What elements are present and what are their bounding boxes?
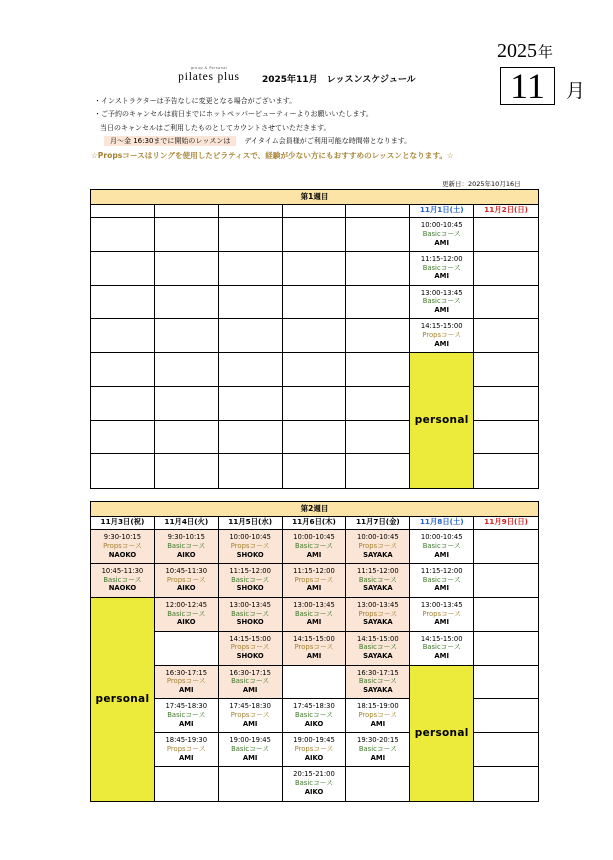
lesson-slot[interactable]: [410, 286, 474, 320]
lesson-slot[interactable]: [219, 564, 283, 598]
empty-slot: [346, 218, 410, 252]
lesson-course: Basicコース: [231, 609, 270, 618]
lesson-course: Propsコース: [294, 643, 334, 652]
lesson-instructor: AIKO: [177, 618, 196, 627]
day-header: 11月2日(日): [474, 205, 538, 218]
empty-slot: [474, 564, 538, 598]
lesson-slot[interactable]: [155, 666, 219, 700]
lesson-slot[interactable]: [283, 767, 347, 801]
lesson-slot[interactable]: [219, 666, 283, 700]
lesson-time: 18:45-19:30: [165, 736, 208, 745]
lesson-instructor: AMI: [434, 272, 449, 281]
lesson-course: Propsコース: [103, 541, 142, 550]
lesson-time: 19:30-20:15: [357, 736, 399, 745]
lesson-instructor: AMI: [434, 618, 449, 627]
lesson-instructor: AMI: [434, 584, 449, 593]
lesson-course: Basicコース: [358, 745, 397, 754]
lesson-slot[interactable]: [219, 530, 283, 564]
lesson-slot[interactable]: [219, 632, 283, 666]
lesson-instructor: AMI: [306, 618, 322, 627]
note-line-3: 当日のキャンセルはご利用したものとしてカウントさせていただきます。: [100, 124, 331, 132]
empty-slot: [155, 421, 219, 455]
updated-date: 更新日：2025年10月16日: [442, 180, 521, 188]
month-suffix: 月: [566, 81, 586, 102]
daytime-highlight: 月～金 16:30までに開始のレッスンは: [104, 136, 236, 146]
lesson-course: Propsコース: [422, 609, 462, 618]
lesson-instructor: AIKO: [304, 719, 324, 728]
empty-slot: [474, 387, 538, 421]
lesson-course: Basicコース: [167, 711, 206, 720]
lesson-course: Basicコース: [422, 575, 461, 584]
lesson-instructor: SHOKO: [236, 618, 264, 627]
lesson-time: 9:30-10:15: [167, 533, 205, 541]
empty-slot: [91, 454, 155, 488]
lesson-instructor: AMI: [434, 652, 449, 661]
lesson-time: 10:00-10:45: [293, 533, 335, 541]
lesson-slot[interactable]: [410, 530, 474, 564]
lesson-course: Propsコース: [422, 331, 462, 340]
lesson-instructor: AMI: [434, 550, 449, 559]
day-header: 11月9日(日): [474, 517, 538, 530]
props-note: ☆Propsコースはリングを使用したピラティスで、経験が少ない方にもおすすめのレッスンとなります。☆: [91, 151, 454, 160]
lesson-course: Propsコース: [358, 609, 398, 618]
empty-slot: [155, 353, 219, 387]
lesson-slot[interactable]: [410, 632, 474, 666]
lesson-instructor: AMI: [434, 306, 449, 315]
lesson-time: 19:00-19:45: [293, 736, 335, 745]
lesson-instructor: AMI: [434, 238, 449, 247]
personal-label: personal: [414, 726, 469, 739]
lesson-slot[interactable]: [410, 598, 474, 632]
lesson-time: 17:45-18:30: [165, 702, 208, 711]
empty-slot: [346, 353, 410, 387]
empty-slot: [474, 699, 538, 733]
lesson-course: Basicコース: [358, 643, 397, 652]
empty-slot: [91, 218, 155, 252]
empty-slot: [91, 353, 155, 387]
schedule-grid: [91, 517, 538, 801]
empty-slot: [91, 319, 155, 353]
lesson-time: 11:15-12:00: [420, 566, 463, 575]
lesson-course: Propsコース: [358, 541, 398, 550]
empty-slot: [474, 218, 538, 252]
lesson-time: 13:00-13:45: [293, 600, 335, 609]
lesson-slot[interactable]: [91, 530, 155, 564]
lesson-instructor: AIKO: [177, 584, 196, 593]
lesson-time: 13:00-13:45: [420, 288, 463, 297]
lesson-instructor: SAYAKA: [363, 686, 393, 695]
lesson-slot[interactable]: [346, 564, 410, 598]
lesson-instructor: AIKO: [177, 550, 196, 559]
week-1-schedule: [90, 189, 539, 489]
lesson-time: 10:00-10:45: [357, 533, 399, 541]
lesson-course: Basicコース: [231, 745, 270, 754]
empty-slot: [91, 387, 155, 421]
empty-slot: [91, 286, 155, 320]
empty-slot: [283, 319, 347, 353]
lesson-course: Basicコース: [294, 711, 334, 720]
empty-slot: [283, 218, 347, 252]
lesson-instructor: SHOKO: [236, 550, 264, 559]
lesson-slot[interactable]: [155, 699, 219, 733]
empty-slot: [219, 421, 283, 455]
empty-slot: [219, 252, 283, 286]
lesson-time: 13:00-13:45: [229, 600, 271, 609]
logo: [172, 66, 246, 83]
personal-label: personal: [95, 692, 150, 705]
lesson-instructor: AMI: [370, 719, 386, 728]
lesson-time: 11:15-12:00: [357, 566, 399, 575]
lesson-time: 14:15-15:00: [293, 634, 335, 643]
lesson-slot[interactable]: [155, 530, 219, 564]
day-header: [91, 205, 155, 218]
lesson-course: Propsコース: [230, 643, 270, 652]
personal-block[interactable]: [91, 598, 155, 801]
lesson-instructor: AMI: [306, 584, 322, 593]
empty-slot: [474, 666, 538, 700]
lesson-course: Basicコース: [231, 575, 270, 584]
empty-slot: [219, 454, 283, 488]
lesson-slot[interactable]: [346, 699, 410, 733]
lesson-course: Basicコース: [231, 677, 270, 686]
lesson-course: Propsコース: [230, 711, 270, 720]
lesson-slot[interactable]: [283, 564, 347, 598]
day-header: [346, 205, 410, 218]
lesson-time: 10:45-11:30: [101, 566, 144, 575]
lesson-course: Basicコース: [422, 229, 461, 238]
lesson-slot[interactable]: [155, 564, 219, 598]
empty-slot: [283, 454, 347, 488]
week-title: 第2週目: [91, 502, 538, 517]
personal-block[interactable]: [410, 353, 474, 488]
lesson-time: 10:00-10:45: [229, 533, 271, 541]
empty-slot: [474, 632, 538, 666]
lesson-instructor: AMI: [178, 753, 194, 762]
empty-slot: [155, 319, 219, 353]
empty-slot: [91, 421, 155, 455]
lesson-time: 14:15-15:00: [357, 634, 399, 643]
empty-slot: [283, 252, 347, 286]
lesson-time: 17:45-18:30: [293, 702, 335, 711]
day-header: 11月7日(金): [346, 517, 410, 530]
lesson-slot[interactable]: [410, 252, 474, 286]
empty-slot: [219, 286, 283, 320]
empty-slot: [346, 767, 410, 801]
lesson-instructor: SHOKO: [236, 584, 264, 593]
lesson-course: Propsコース: [294, 745, 334, 754]
lesson-instructor: SAYAKA: [363, 618, 393, 627]
month-box: 11: [500, 67, 555, 105]
lesson-course: Basicコース: [422, 541, 461, 550]
lesson-time: 11:15-12:00: [229, 566, 271, 575]
day-header: [283, 205, 347, 218]
page-title: 2025年11月 レッスンスケジュール: [262, 75, 416, 85]
empty-slot: [346, 286, 410, 320]
empty-slot: [346, 319, 410, 353]
empty-slot: [474, 286, 538, 320]
empty-slot: [346, 454, 410, 488]
lesson-instructor: AMI: [178, 719, 194, 728]
lesson-time: 14:15-15:00: [229, 634, 271, 643]
empty-slot: [155, 218, 219, 252]
lesson-instructor: AMI: [242, 719, 258, 728]
lesson-slot[interactable]: [410, 319, 474, 353]
lesson-slot[interactable]: [346, 530, 410, 564]
lesson-instructor: SAYAKA: [363, 652, 393, 661]
lesson-time: 13:00-13:45: [357, 600, 399, 609]
schedule-grid: [91, 205, 538, 488]
empty-slot: [155, 454, 219, 488]
lesson-slot[interactable]: [283, 699, 347, 733]
lesson-slot[interactable]: [410, 564, 474, 598]
day-header: [155, 205, 219, 218]
empty-slot: [155, 252, 219, 286]
lesson-instructor: AIKO: [304, 787, 324, 796]
year-suffix: 年: [538, 45, 554, 61]
empty-slot: [346, 421, 410, 455]
empty-slot: [219, 353, 283, 387]
lesson-instructor: AMI: [242, 686, 258, 695]
note-line-4: [104, 136, 411, 146]
lesson-slot[interactable]: [219, 733, 283, 767]
lesson-course: Basicコース: [422, 297, 461, 306]
lesson-course: Propsコース: [358, 711, 398, 720]
lesson-slot[interactable]: [219, 598, 283, 632]
lesson-slot[interactable]: [283, 530, 347, 564]
empty-slot: [474, 530, 538, 564]
lesson-instructor: NAOKO: [108, 584, 137, 593]
lesson-course: Propsコース: [166, 575, 206, 584]
lesson-time: 11:15-12:00: [420, 254, 463, 263]
lesson-time: 13:00-13:45: [420, 600, 463, 609]
lesson-instructor: SHOKO: [236, 652, 264, 661]
empty-slot: [474, 252, 538, 286]
lesson-course: Basicコース: [294, 609, 334, 618]
lesson-slot[interactable]: [219, 699, 283, 733]
lesson-slot[interactable]: [283, 598, 347, 632]
empty-slot: [219, 387, 283, 421]
empty-slot: [219, 767, 283, 801]
day-header: 11月1日(土): [410, 205, 474, 218]
lesson-slot[interactable]: [283, 632, 347, 666]
lesson-instructor: AMI: [242, 753, 258, 762]
empty-slot: [91, 252, 155, 286]
empty-slot: [155, 286, 219, 320]
lesson-course: Basicコース: [294, 541, 334, 550]
lesson-time: 20:15-21:00: [293, 770, 335, 779]
empty-slot: [155, 767, 219, 801]
lesson-slot[interactable]: [91, 564, 155, 598]
logo-tagline: group & Personal: [190, 66, 228, 70]
lesson-course: Basicコース: [167, 609, 206, 618]
lesson-slot[interactable]: [346, 632, 410, 666]
lesson-time: 18:15-19:00: [357, 702, 399, 711]
lesson-time: 9:30-10:15: [103, 533, 142, 541]
lesson-slot[interactable]: [346, 598, 410, 632]
lesson-course: Propsコース: [230, 541, 270, 550]
logo-text: pilates plus: [178, 71, 240, 83]
lesson-slot[interactable]: [283, 733, 347, 767]
lesson-instructor: AMI: [178, 686, 194, 695]
day-header: 11月4日(火): [155, 517, 219, 530]
lesson-time: 10:45-11:30: [165, 566, 208, 575]
empty-slot: [474, 421, 538, 455]
week-2-schedule: [90, 501, 539, 802]
empty-slot: [155, 387, 219, 421]
lesson-time: 16:30-17:15: [229, 668, 271, 677]
lesson-instructor: AMI: [306, 550, 322, 559]
lesson-time: 14:15-15:00: [420, 322, 463, 331]
lesson-time: 14:15-15:00: [420, 634, 463, 643]
lesson-course: Basicコース: [422, 263, 461, 272]
lesson-course: Basicコース: [358, 677, 397, 686]
empty-slot: [155, 632, 219, 666]
lesson-course: Propsコース: [294, 575, 334, 584]
day-header: [219, 205, 283, 218]
lesson-time: 19:00-19:45: [229, 736, 271, 745]
lesson-time: 16:30-17:15: [165, 668, 208, 677]
lesson-course: Propsコース: [166, 745, 206, 754]
lesson-time: 10:00-10:45: [420, 533, 463, 541]
lesson-time: 17:45-18:30: [229, 702, 271, 711]
empty-slot: [283, 421, 347, 455]
lesson-slot[interactable]: [155, 598, 219, 632]
lesson-course: Basicコース: [422, 643, 461, 652]
empty-slot: [219, 319, 283, 353]
day-header: 11月3日(祝): [91, 517, 155, 530]
empty-slot: [283, 286, 347, 320]
lesson-slot[interactable]: [346, 733, 410, 767]
lesson-time: 10:00-10:45: [420, 221, 463, 229]
empty-slot: [474, 319, 538, 353]
year-number: 2025: [497, 40, 537, 62]
note-line-4-rest: デイタイム会員様がご利用可能な時間帯となります。: [244, 137, 412, 145]
note-line-2: ・ご予約のキャンセルは前日までにホットペッパービューティーよりお願いいたします。: [94, 110, 373, 118]
lesson-instructor: AMI: [306, 652, 322, 661]
empty-slot: [346, 252, 410, 286]
empty-slot: [474, 767, 538, 801]
lesson-course: Basicコース: [294, 778, 334, 787]
empty-slot: [474, 733, 538, 767]
lesson-course: Propsコース: [166, 677, 206, 686]
lesson-time: 11:15-12:00: [293, 566, 335, 575]
day-header: 11月8日(土): [410, 517, 474, 530]
empty-slot: [474, 353, 538, 387]
empty-slot: [283, 387, 347, 421]
lesson-instructor: SAYAKA: [363, 584, 393, 593]
year: [497, 40, 553, 63]
lesson-slot[interactable]: [410, 218, 474, 252]
note-line-1: ・インストラクターは予告なしに変更となる場合がございます。: [94, 97, 297, 105]
lesson-instructor: SAYAKA: [363, 550, 393, 559]
lesson-slot[interactable]: [346, 666, 410, 700]
empty-slot: [474, 598, 538, 632]
lesson-slot[interactable]: [155, 733, 219, 767]
lesson-time: 12:00-12:45: [165, 600, 208, 609]
personal-label: personal: [414, 414, 469, 427]
lesson-course: Basicコース: [167, 541, 206, 550]
lesson-instructor: AIKO: [304, 753, 324, 762]
lesson-time: 16:30-17:15: [357, 668, 399, 677]
empty-slot: [346, 387, 410, 421]
lesson-instructor: NAOKO: [108, 550, 137, 559]
lesson-instructor: AMI: [434, 339, 449, 348]
empty-slot: [219, 218, 283, 252]
empty-slot: [474, 454, 538, 488]
lesson-instructor: AMI: [370, 753, 386, 762]
personal-block[interactable]: [410, 666, 474, 802]
empty-slot: [283, 353, 347, 387]
day-header: 11月5日(水): [219, 517, 283, 530]
week-title: 第1週目: [91, 190, 538, 205]
day-header: 11月6日(木): [283, 517, 347, 530]
empty-slot: [283, 666, 347, 700]
lesson-course: Basicコース: [358, 575, 397, 584]
lesson-course: Basicコース: [103, 575, 142, 584]
